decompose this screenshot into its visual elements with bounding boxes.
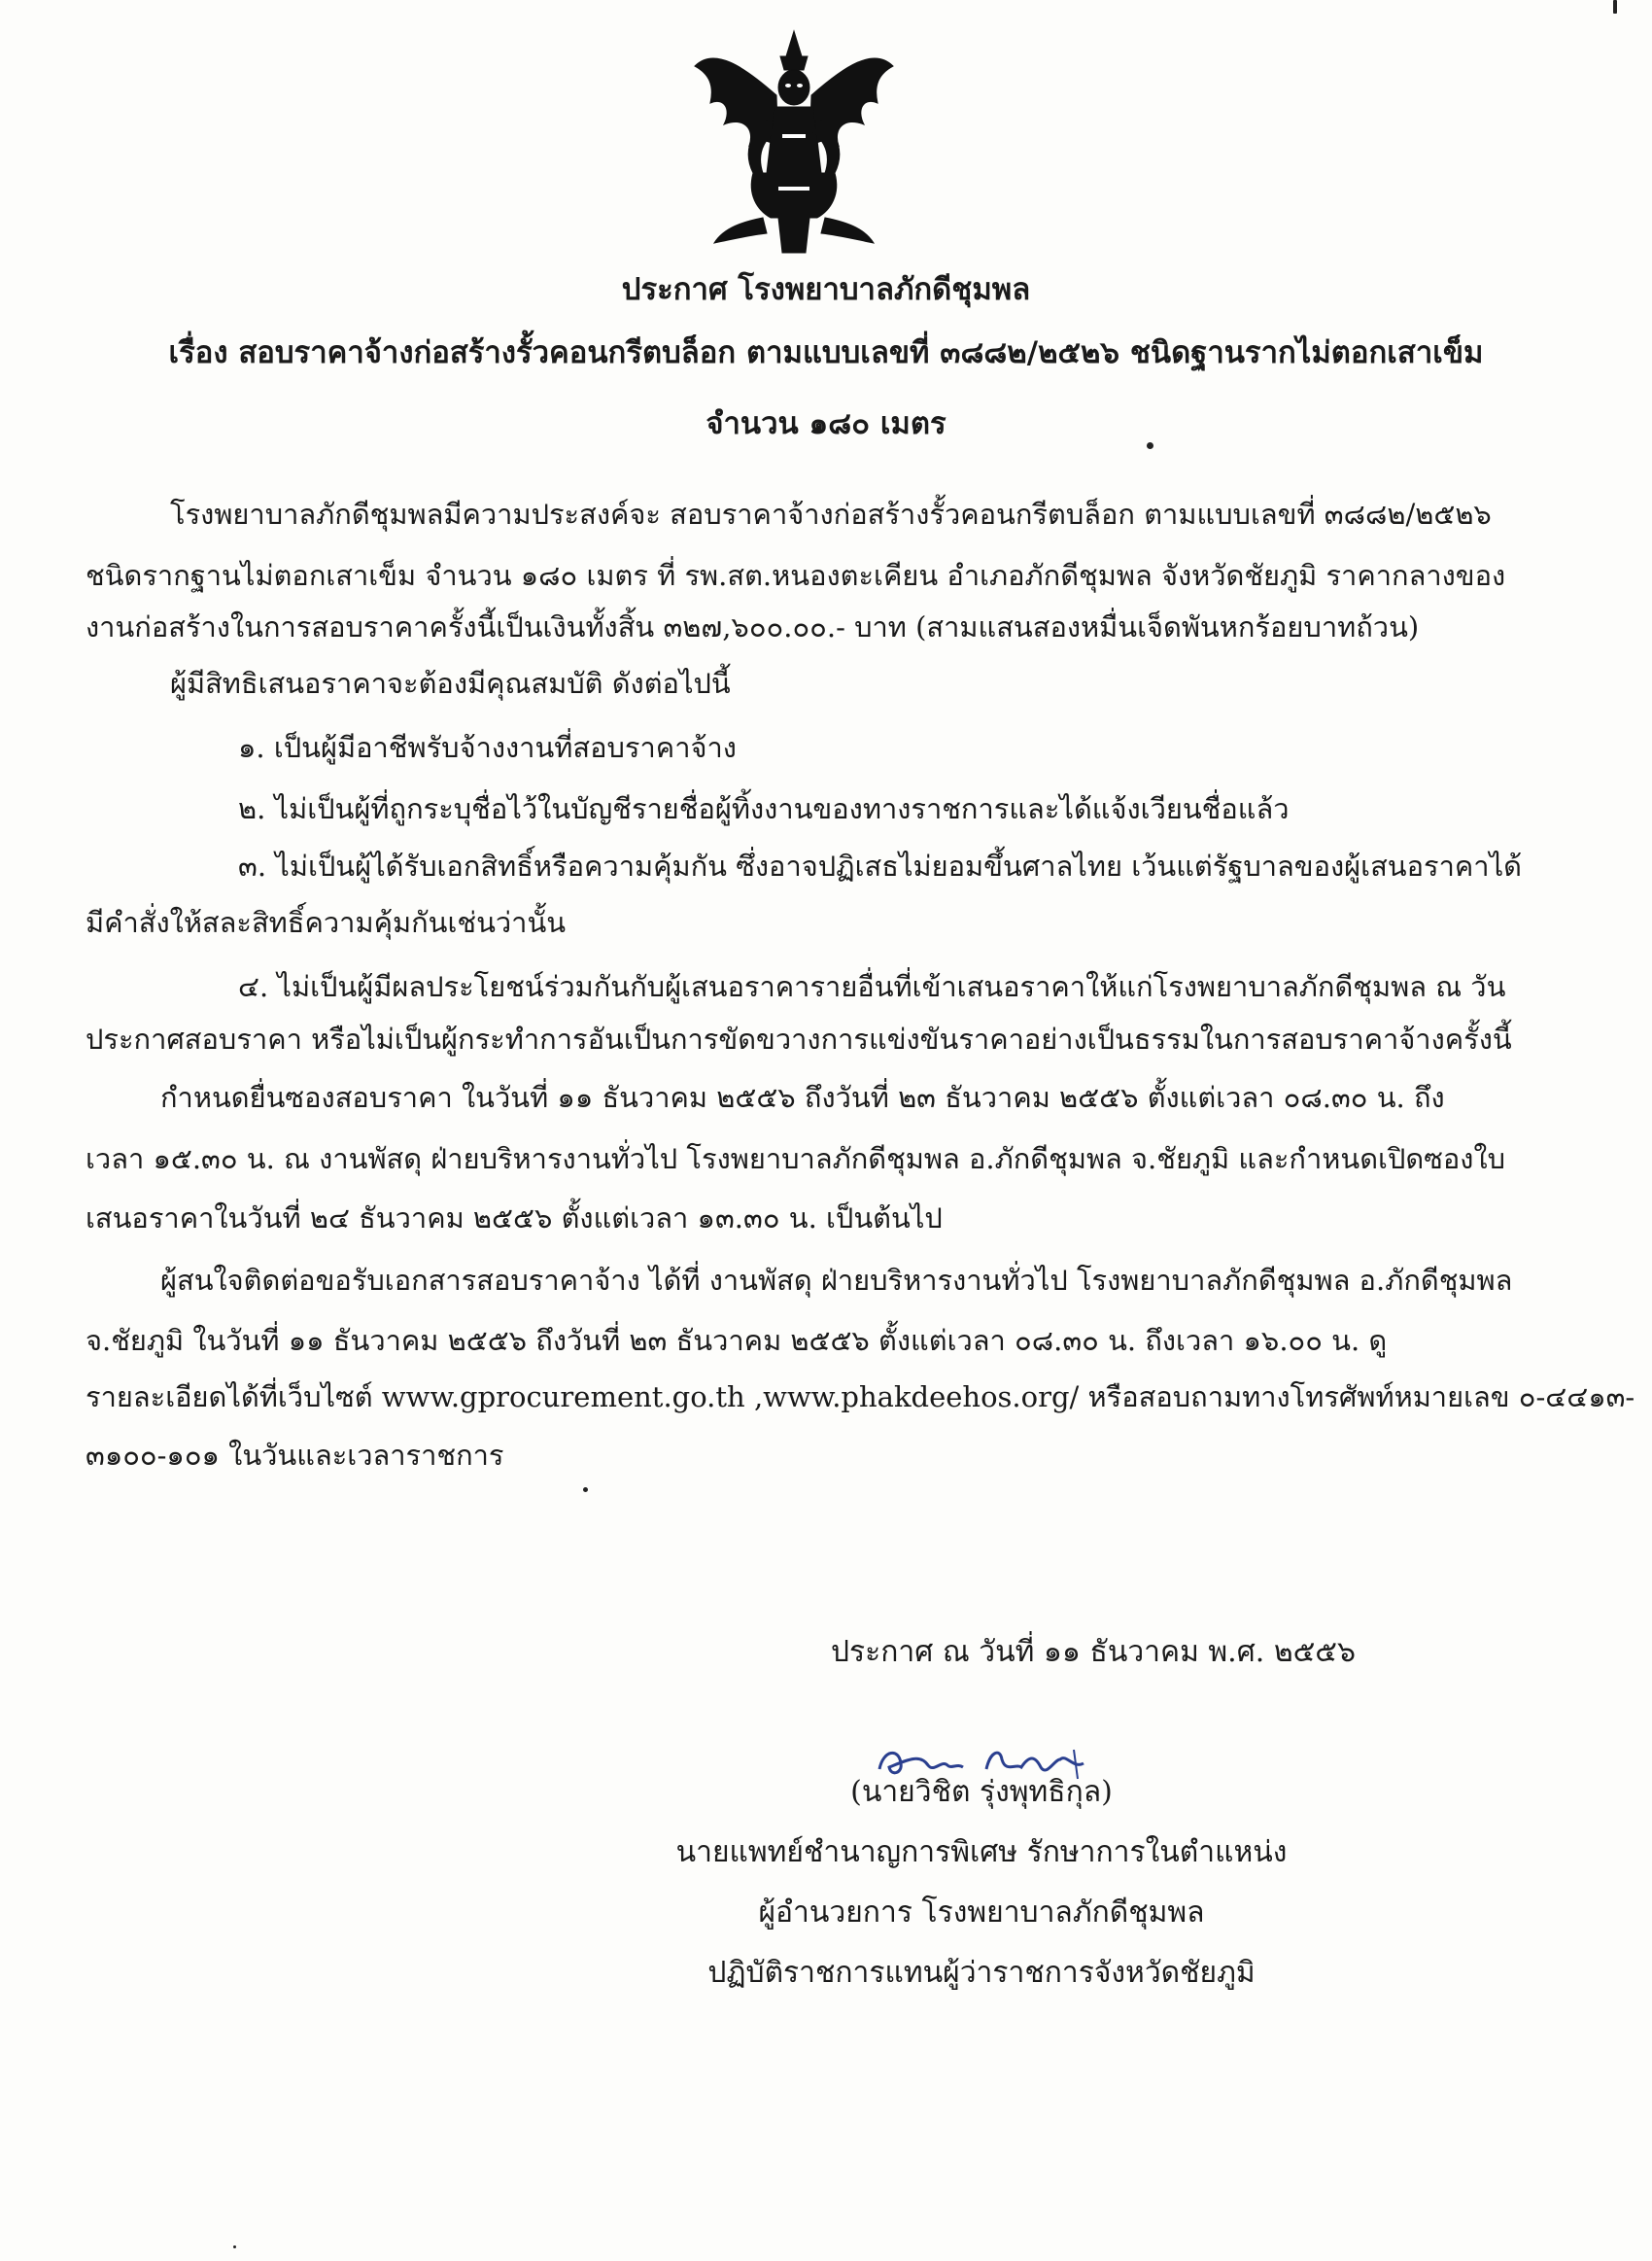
submission-line-3: เสนอราคาในวันที่ ๒๔ ธันวาคม ๒๕๕๖ ตั้งแต่เวลา ๑๓.๓๐ น. เป็นต้นไป xyxy=(86,1201,943,1235)
announcement-date: ประกาศ ณ วันที่ ๑๑ ธันวาคม พ.ศ. ๒๕๕๖ xyxy=(831,1635,1357,1669)
qualification-item-4-line-1: ๔. ไม่เป็นผู้มีผลประโยชน์ร่วมกันกับผู้เสนอราคารายอื่นที่เข้าเสนอราคาให้แก่โรงพยาบาลภักดีชุมพล ณ วัน xyxy=(238,970,1506,1003)
signatory-position-3: ปฏิบัติราชการแทนผู้ว่าราชการจังหวัดชัยภูมิ xyxy=(707,1956,1256,1990)
qualification-item-1: ๑. เป็นผู้มีอาชีพรับจ้างงานที่สอบราคาจ้าง xyxy=(238,731,737,764)
announcement-subject: เรื่อง สอบราคาจ้างก่อสร้างรั้วคอนกรีตบล็อก ตามแบบเลขที่ ๓๘๘๒/๒๕๒๖ ชนิดฐานรากไม่ตอกเสาเข็ม xyxy=(168,335,1484,370)
submission-line-1: กำหนดยื่นซองสอบราคา ในวันที่ ๑๑ ธันวาคม ๒๕๕๖ ถึงวันที่ ๒๓ ธันวาคม ๒๕๕๖ ตั้งแต่เวลา ๐๘.๓๐ น. ถึง xyxy=(160,1081,1445,1114)
qualification-item-2: ๒. ไม่เป็นผู้ที่ถูกระบุชื่อไว้ในบัญชีรายชื่อผู้ทิ้งงานของทางราชการและได้แจ้งเวียนชื่อแล้ว xyxy=(238,792,1290,825)
signatory-position-1: นายแพทย์ชำนาญการพิเศษ รักษาการในตำแหน่ง xyxy=(675,1835,1288,1869)
qualification-item-3-line-1: ๓. ไม่เป็นผู้ได้รับเอกสิทธิ์หรือความคุ้มกัน ซึ่งอาจปฏิเสธไม่ยอมขึ้นศาลไทย เว้นแต่รัฐบาลของผู้เสนอราคาได้ xyxy=(238,850,1522,883)
announcement-title: ประกาศ โรงพยาบาลภักดีชุมพล xyxy=(621,272,1031,307)
paragraph-1-line-2: ชนิดรากฐานไม่ตอกเสาเข็ม จำนวน ๑๘๐ เมตร ที่ รพ.สต.หนองตะเคียน อำเภอภักดีชุมพล จังหวัดชัยภูมิ ราคากลางของ xyxy=(86,559,1506,592)
contact-line-3: รายละเอียดได้ที่เว็บไซต์ www.gprocurement.go.th ,www.phakdeehos.org/ หรือสอบถามทางโทรศัพท์หมายเลข ๐-๔๔๑๓- xyxy=(86,1380,1635,1413)
submission-line-2: เวลา ๑๕.๓๐ น. ณ งานพัสดุ ฝ่ายบริหารงานทั่วไป โรงพยาบาลภักดีชุมพล อ.ภักดีชุมพล จ.ชัยภูมิ และกำหนดเปิดซองใบ xyxy=(86,1142,1506,1175)
contact-line-2: จ.ชัยภูมิ ในวันที่ ๑๑ ธันวาคม ๒๕๕๖ ถึงวันที่ ๒๓ ธันวาคม ๒๕๕๖ ตั้งแต่เวลา ๐๘.๓๐ น. ถึงเวลา ๑๖.๐๐ น. ดู xyxy=(86,1324,1388,1357)
contact-line-4: ๓๑๐๐-๑๐๑ ในวันและเวลาราชการ xyxy=(86,1439,504,1472)
scan-speck xyxy=(583,1487,588,1492)
garuda-emblem xyxy=(685,27,904,261)
scan-speck xyxy=(1147,442,1153,449)
signatory-name: (นายวิชิต รุ่งพุทธิกุล) xyxy=(850,1775,1113,1809)
scan-speck xyxy=(233,2245,236,2248)
contact-line-1: ผู้สนใจติดต่อขอรับเอกสารสอบราคาจ้าง ได้ที่ งานพัสดุ ฝ่ายบริหารงานทั่วไป โรงพยาบาลภักดีชุมพล อ.ภักดีชุมพล xyxy=(160,1264,1513,1297)
qualification-item-4-line-2: ประกาศสอบราคา หรือไม่เป็นผู้กระทำการอันเป็นการขัดขวางการแข่งขันราคาอย่างเป็นธรรมในการสอบราคาจ้างครั้งนี้ xyxy=(86,1023,1512,1056)
qualification-item-3-line-2: มีคำสั่งให้สละสิทธิ์ความคุ้มกันเช่นว่านั้น xyxy=(86,906,567,939)
paragraph-1-line-3: งานก่อสร้างในการสอบราคาครั้งนี้เป็นเงินทั้งสิ้น ๓๒๗,๖๐๐.๐๐.- บาท (สามแสนสองหมื่นเจ็ดพันหกร้อยบาทถ้วน) xyxy=(86,610,1420,644)
signatory-position-2: ผู้อำนวยการ โรงพยาบาลภักดีชุมพล xyxy=(758,1896,1205,1930)
qualifications-heading: ผู้มีสิทธิเสนอราคาจะต้องมีคุณสมบัติ ดังต่อไปนี้ xyxy=(170,667,731,700)
paragraph-1-line-1: โรงพยาบาลภักดีชุมพลมีความประสงค์จะ สอบราคาจ้างก่อสร้างรั้วคอนกรีตบล็อก ตามแบบเลขที่ ๓๘๘๒/๒๕๒๖ xyxy=(170,498,1492,531)
announcement-quantity: จำนวน ๑๘๐ เมตร xyxy=(706,406,946,441)
scan-speck xyxy=(1613,0,1617,14)
